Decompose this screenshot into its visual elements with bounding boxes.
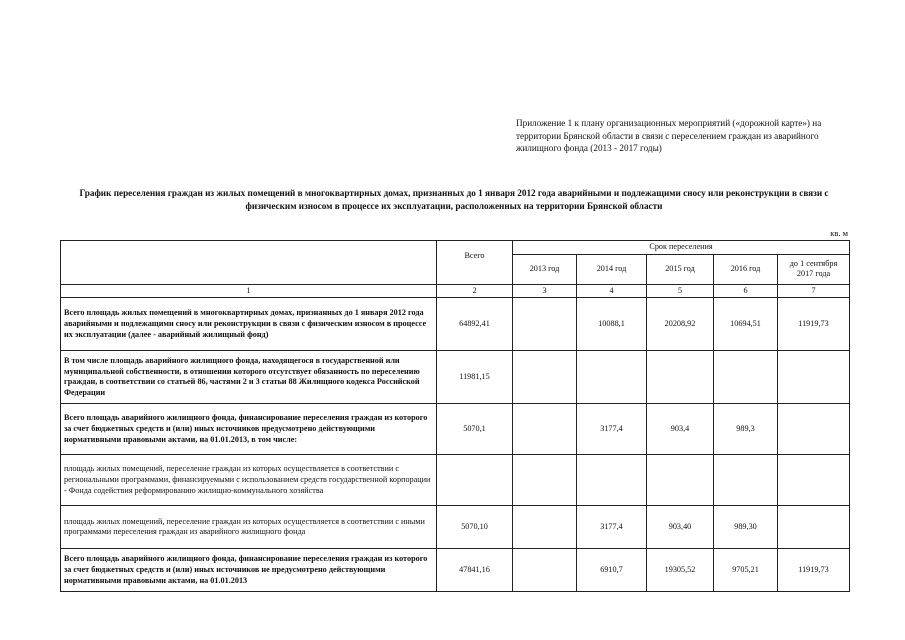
value-2013 [513, 549, 577, 592]
value-2017 [778, 351, 850, 404]
value-2013 [513, 506, 577, 549]
value-2014: 10088,1 [577, 298, 647, 351]
table-row [61, 455, 850, 506]
document-title: График переселения граждан из жилых помещений в многоквартирных домах, признанных до 1 января 2012 года аварийными и подлежащими сносу или реконструкции в связи с физическим износом в процессе их эксплуатации, расположенных на территории Брянской области [79, 188, 829, 211]
header-year-2014: 2014 год [577, 254, 647, 284]
table-row [61, 404, 850, 455]
value-2015: 903,4 [647, 404, 714, 455]
appendix-note: Приложение 1 к плану организационных мероприятий («дорожной карте») на территории Брянской области в связи с переселением граждан из аварийного жилищного фонда (2013 - 2017 годы) [516, 118, 822, 153]
value-2013 [513, 351, 577, 404]
value-2017 [778, 455, 850, 506]
value-2016 [714, 455, 778, 506]
value-2016: 989,3 [714, 404, 778, 455]
value-total: 47841,16 [437, 549, 513, 592]
col-number: 7 [778, 284, 850, 298]
value-2015 [647, 455, 714, 506]
table-row [61, 506, 850, 549]
header-desc-cell [61, 241, 437, 285]
value-total: 5070,10 [437, 506, 513, 549]
value-total: 5070,1 [437, 404, 513, 455]
col-number: 6 [714, 284, 778, 298]
col-number: 5 [647, 284, 714, 298]
header-year-2017: до 1 сентября 2017 года [778, 254, 850, 284]
value-2017 [778, 506, 850, 549]
value-2017: 11919,73 [778, 549, 850, 592]
value-2013 [513, 404, 577, 455]
table-row [61, 549, 850, 592]
header-row-top [61, 241, 850, 255]
value-2013 [513, 455, 577, 506]
value-2014: 3177,4 [577, 506, 647, 549]
row-description: площадь жилых помещений, переселение граждан из которых осуществляется в соответствии с иными программами переселения граждан из аварийного жилищного фонда [61, 506, 437, 549]
value-2016 [714, 351, 778, 404]
value-total [437, 455, 513, 506]
value-2016: 9705,21 [714, 549, 778, 592]
header-year-2016: 2016 год [714, 254, 778, 284]
row-description: Всего площадь аварийного жилищного фонда, финансирование переселения граждан из которого за счет бюджетных средств и (или) иных источников не предусмотрено действующими нормативными правовыми актами, на 01.01.2013 [61, 549, 437, 592]
col-number: 3 [513, 284, 577, 298]
row-description: Всего площадь жилых помещений в многоквартирных домах, признанных до 1 января 2012 года аварийными и подлежащими сносу или реконструкции в связи с физическим износом в процессе их эксплуатации (далее - аварийный жилищный фонд) [61, 298, 437, 351]
table-row [61, 351, 850, 404]
col-number: 1 [61, 284, 437, 298]
column-numbers-row [61, 284, 850, 298]
row-description: площадь жилых помещений, переселение граждан из которых осуществляется в соответствии с региональными программами, финансируемыми с использованием средств государственной корпорации - Фонда содействия реформированию жилищно-коммунального хозяйства [61, 455, 437, 506]
table-row [61, 298, 850, 351]
header-year-2013: 2013 год [513, 254, 577, 284]
header-year-2015: 2015 год [647, 254, 714, 284]
value-2015: 903,40 [647, 506, 714, 549]
value-2017: 11919,73 [778, 298, 850, 351]
value-total: 64892,41 [437, 298, 513, 351]
value-2014 [577, 351, 647, 404]
value-2017 [778, 404, 850, 455]
col-number: 4 [577, 284, 647, 298]
row-description: В том числе площадь аварийного жилищного фонда, находящегося в государственной или муниципальной собственности, в отношении которого отсутствует обязанность по переселению граждан, в соответствии со статьей 86, частями 2 и 3 статьи 88 Жилищного кодекса Российской Федерации [61, 351, 437, 404]
value-2016: 989,30 [714, 506, 778, 549]
value-2014: 3177,4 [577, 404, 647, 455]
value-2015 [647, 351, 714, 404]
col-number: 2 [437, 284, 513, 298]
resettlement-table [60, 240, 850, 592]
value-2014: 6910,7 [577, 549, 647, 592]
value-total: 11981,15 [437, 351, 513, 404]
header-period: Срок переселения [513, 241, 850, 255]
value-2013 [513, 298, 577, 351]
value-2016: 10694,51 [714, 298, 778, 351]
header-total: Всего [437, 241, 513, 285]
value-2015: 19305,52 [647, 549, 714, 592]
unit-label: кв. м [830, 228, 848, 238]
value-2014 [577, 455, 647, 506]
value-2015: 20208,92 [647, 298, 714, 351]
row-description: Всего площадь аварийного жилищного фонда, финансирование переселения граждан из которого за счет бюджетных средств и (или) иных источников предусмотрено действующими нормативными правовыми актами, на 01.01.2013, в том числе: [61, 404, 437, 455]
